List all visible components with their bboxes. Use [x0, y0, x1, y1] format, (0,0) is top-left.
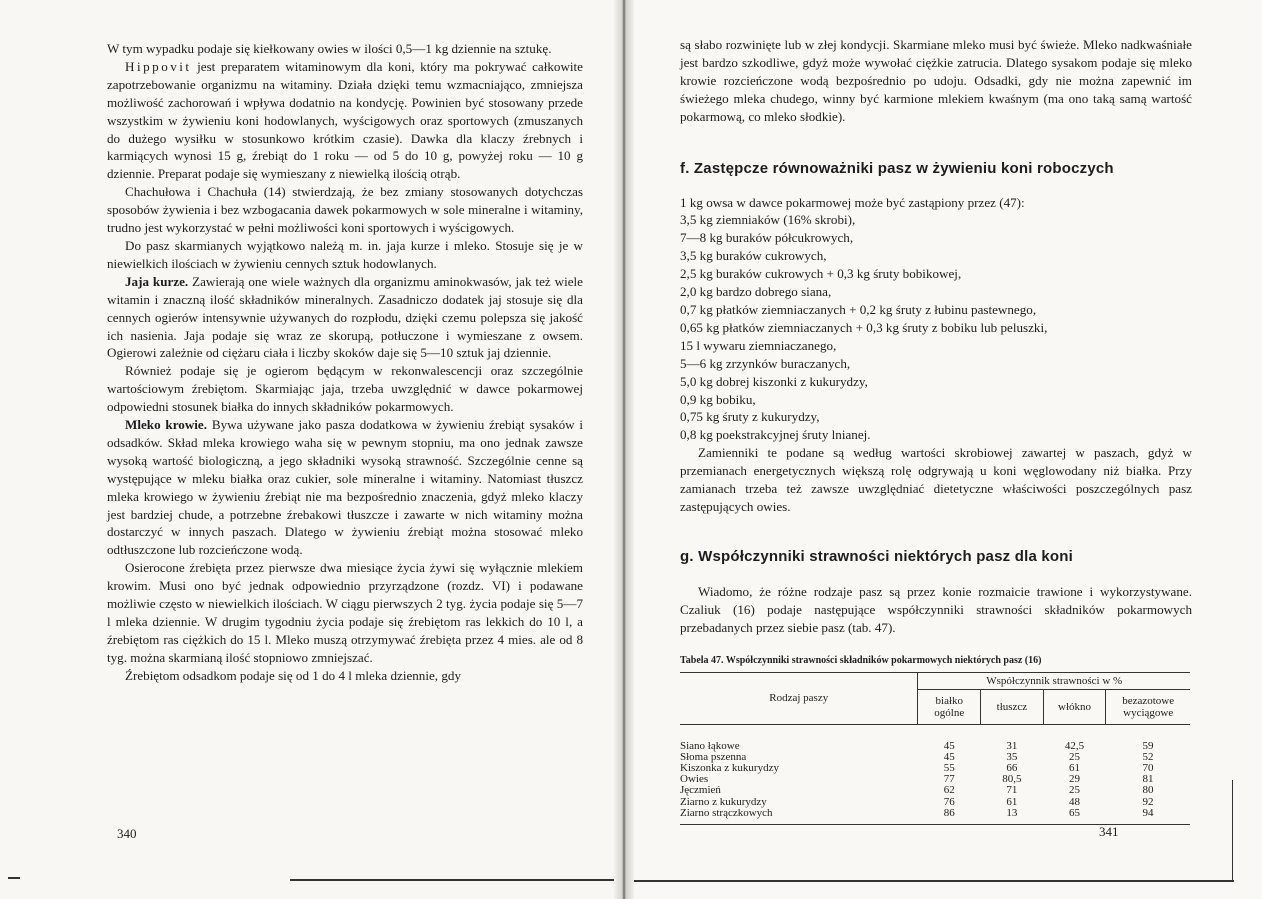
table-cell-feed: Owies	[680, 773, 709, 786]
digestibility-table	[680, 672, 1190, 825]
section-f-heading: f. Zastępcze równoważniki pasz w żywieniu koni roboczych	[680, 159, 1114, 177]
table-row	[680, 724, 1190, 752]
table-cell: 92	[1142, 795, 1154, 808]
paragraph-orphaned-foals: Osierocone źrebięta przez pierwsze dwa miesiące życia żywi się wyłącznie mlekiem krowim. Musi ono być jednak odpowiednio przyrządzone (rozdz. VI) i podawane możliwie często w niewielkich ilościach. W ciągu pierwszych 2 tyg. życia podaje się 5—7 l mleka dziennie. W drugim tygodniu życia podaje się źrebiętom ras lekkich do 10 l, a źrebiętom ras ciężkich do 15 l. Mleko muszą otrzymywać źrebięta przez 4 mies. ale od 8 tyg. można skarmianą ilość stopniowo zmniejszać.	[107, 560, 583, 665]
list-item: 15 l wywaru ziemniaczanego,	[680, 337, 837, 353]
table-cell: 29	[1069, 773, 1081, 786]
table-cell: 77	[943, 773, 955, 786]
paragraph-weanlings: Źrebiętom odsadkom podaje się od 1 do 4 l mleka dziennie, gdy	[125, 667, 461, 683]
column-header-fiber: włókno	[1043, 689, 1106, 724]
page-edge-rule	[627, 880, 1234, 882]
table-cell: 76	[943, 795, 955, 808]
list-item: 0,7 kg płatków ziemniaczanych + 0,2 kg śruty z łubinu pastewnego,	[680, 301, 1037, 317]
list-item: 0,65 kg płatków ziemniaczanych + 0,3 kg śruty z bobiku lub peluszki,	[680, 319, 1048, 335]
paragraph-chachulowa: Chachułowa i Chachuła (14) stwierdzają, że bez zmiany stosowanych dotychczas sposobów żywienia i bez wzbogacania dawek pokarmowych w sole mineralne i witaminy, trudno jest wykorzystać w pełni możliwości koni sportowych i wyścigowych.	[107, 184, 583, 236]
table-cell: 81	[1142, 773, 1154, 786]
paragraph-also: Również podaje się je ogierom będącym w rekonwalescencji oraz szczególnie wartościowym źrebiętom. Skarmiając jaja, trzeba uwzględnić w dawce pokarmowej odpowiedni stosunek białka do innych składników pokarmowych.	[107, 363, 583, 415]
paragraph-special-feeds: Do pasz skarmianych wyjątkowo należą m. in. jaja kurze i mleko. Stosuje się je w niewielkich ilościach w żywieniu cennych sztuk hodowlanych.	[107, 237, 583, 271]
table-cell: 66	[1006, 761, 1018, 774]
paragraph-eggs	[107, 273, 583, 363]
table-cell: 25	[1069, 750, 1081, 763]
table-cell: 35	[1006, 750, 1018, 763]
table-cell: 52	[1142, 750, 1154, 763]
column-group-header: Współczynnik strawności w %	[918, 672, 1190, 689]
list-item: 0,9 kg bobiku,	[680, 391, 756, 407]
page-number-left: 340	[117, 826, 137, 841]
column-header-nfe: bezazotowe wyciągowe	[1106, 689, 1190, 724]
paragraph-hippovit	[107, 58, 583, 183]
table-cell: 61	[1069, 761, 1081, 774]
table-row	[680, 774, 1190, 785]
list-item: 0,75 kg śruty z kukurydzy,	[680, 409, 820, 425]
table-cell: 45	[943, 739, 955, 752]
list-item: 7—8 kg buraków półcukrowych,	[680, 230, 854, 246]
term-milk: Mleko krowie.	[125, 417, 208, 433]
table-cell: 31	[1006, 739, 1018, 752]
table-cell-feed: Ziarno strączkowych	[680, 808, 918, 825]
list-item: 3,5 kg ziemniaków (16% skrobi),	[680, 212, 856, 228]
table-row	[680, 785, 1190, 796]
list-item: 2,0 kg bardzo dobrego siana,	[680, 284, 832, 300]
right-page	[627, 0, 1262, 899]
table-cell: 13	[981, 808, 1044, 825]
table-cell: 55	[943, 761, 955, 774]
equivalents-intro: 1 kg owsa w dawce pokarmowej może być zastąpiony przez (47):	[680, 194, 1025, 210]
page-edge-rule	[290, 879, 625, 881]
table-row	[680, 808, 1190, 825]
column-header-fat: tłuszcz	[981, 689, 1044, 724]
equivalents-list	[680, 211, 1192, 444]
section-g-heading: g. Współczynniki strawności niektórych pasz dla koni	[680, 547, 1073, 565]
list-item: 3,5 kg buraków cukrowych,	[680, 248, 827, 264]
table-cell: 65	[1043, 808, 1106, 825]
table-cell: 94	[1106, 808, 1190, 825]
paragraph-equivalents-note: Zamienniki te podane są według wartości skrobiowej zawartej w paszach, gdyż w przemianach energetycznych większą rolę odgrywają u koni węglowodany niż białka. Przy zamianach trzeba też zawsze uwzględniać dietetyczne właściwości poszczególnych pasz zastępujących owies.	[680, 445, 1192, 514]
page-edge-mark	[8, 877, 20, 879]
paragraph-digestibility: Wiadomo, że różne rodzaje pasz są przez konie rozmaicie trawione i wykorzystywane. Czaliuk (16) podaje następujące współczynniki strawności składników pokarmowych przebadanych przez siebie pasz (tab. 47).	[680, 583, 1192, 635]
column-header-feed-type: Rodzaj paszy	[680, 672, 918, 724]
table-cell: 61	[1006, 795, 1018, 808]
table-cell: 71	[1006, 784, 1018, 797]
table-caption: Tabela 47. Współczynniki strawności składników pokarmowych niektórych pasz (16)	[680, 654, 1042, 666]
column-header-protein: białko ogólne	[918, 689, 981, 724]
left-page	[0, 0, 625, 899]
term-eggs: Jaja kurze.	[125, 273, 189, 289]
table-cell: 86	[918, 808, 981, 825]
list-item: 0,8 kg poekstrakcyjnej śruty lnianej.	[680, 427, 871, 443]
table-cell: 80,5	[1002, 773, 1022, 786]
table-cell-feed: Siano łąkowe	[680, 739, 740, 752]
page-number-right: 341	[1099, 824, 1119, 839]
table-cell-feed: Ziarno z kukurydzy	[680, 795, 767, 808]
list-item: 2,5 kg buraków cukrowych + 0,3 kg śruty bobikowej,	[680, 266, 962, 282]
hippovit-text: jest preparatem witaminowym dla koni, który ma pokrywać całkowite zapotrzebowanie organizmu na witaminy. Działa dzięki temu wzmacniająco, zmniejsza możliwość zachorowań i wpływa dodatnio na kondycję. Powinien być stosowany przede wszystkim w żywieniu koni hodowlanych, wyścigowych oraz sportowych (zmuszanych do dużego wysiłku w stosunkowo krótkim czasie). Dawka dla klaczy źrebnych i karmiących wynosi 15 g, źrebiąt do 1 roku — od 5 do 10 g, powyżej roku — 10 g dziennie. Preparat podaje się wymieszany z niewielką ilością otrąb.	[107, 58, 583, 182]
table-cell: 62	[943, 784, 955, 797]
table-cell: 45	[943, 750, 955, 763]
table-cell: 42,5	[1064, 739, 1085, 752]
table-cell-feed: Słoma pszenna	[680, 750, 747, 763]
eggs-text: Zawierają one wiele ważnych dla organizmu aminokwasów, jak też wiele witamin i znaczną ilość składników mineralnych. Zasadniczo dodatek jaj stosuje się dla cennych ogierów intensywnie używanych do rozpłodu, dzięki czemu polepsza się jakość ich nasienia. Jaja podaje się wraz ze skorupą, potłuczone i wymieszane z owsem. Ogierowi zależnie od ciężaru ciała i liczby skoków daje się 5—10 sztuk jaj dziennie.	[107, 273, 583, 361]
term-hippovit: Hippovit	[125, 58, 192, 74]
milk-text: Bywa używane jako pasza dodatkowa w żywieniu źrebiąt sysaków i odsadków. Skład mleka krowiego waha się w pewnym stopniu, ma ono jednak zawsze wysoką wartość biologiczną, a jego składniki wysoką strawność. Szczególnie cenne są występujące w mleku białka oraz cukier, sole mineralne i witaminy. Natomiast tłuszcz mleka krowiego w żywieniu źrebiąt nie ma bezpośrednio znaczenia, gdyż mleko klaczy jest bardziej chude, a potrzebne źrebakowi tłuszcze i zawarte w nich witaminy można dostarczyć w innych paszach. Dlatego w żywieniu źrebiąt można stosować mleko odtłuszczone lub rozcieńczone wodą.	[107, 417, 584, 558]
table-cell: 80	[1142, 784, 1154, 797]
table-cell: 25	[1069, 784, 1081, 797]
book-gutter	[614, 0, 634, 899]
page-edge-mark	[1232, 780, 1233, 880]
list-item: 5,0 kg dobrej kiszonki z kukurydzy,	[680, 373, 868, 389]
paragraph-oats: W tym wypadku podaje się kiełkowany owies w ilości 0,5—1 kg dziennie na sztukę.	[107, 41, 552, 56]
paragraph-milk-continuation: są słabo rozwinięte lub w złej kondycji. Skarmiane mleko musi być świeże. Mleko nadkwaśniałe jest bardzo szkodliwe, gdyż może wywołać ciężkie zatrucia. Dlatego sysakom podaje się mleko krowie rozcieńczone wodą bezpośrednio po udoju. Odsadki, gdy nie można zapewnić im świeżego mleka chudego, winny być karmione mlekiem kwaśnym (ma ono taką samą wartość pokarmową, co mleko słodkie).	[680, 37, 1192, 124]
right-text-column	[680, 36, 1192, 825]
paragraph-milk	[107, 416, 583, 559]
left-text-column	[107, 40, 583, 685]
table-cell: 59	[1142, 739, 1154, 752]
table-cell: 48	[1069, 795, 1081, 808]
table-cell: 70	[1142, 761, 1154, 774]
table-row	[680, 763, 1190, 774]
table-cell-feed: Jęczmień	[680, 784, 721, 797]
table-cell-feed: Kiszonka z kukurydzy	[680, 761, 779, 774]
list-item: 5—6 kg zrzynków buraczanych,	[680, 355, 851, 371]
